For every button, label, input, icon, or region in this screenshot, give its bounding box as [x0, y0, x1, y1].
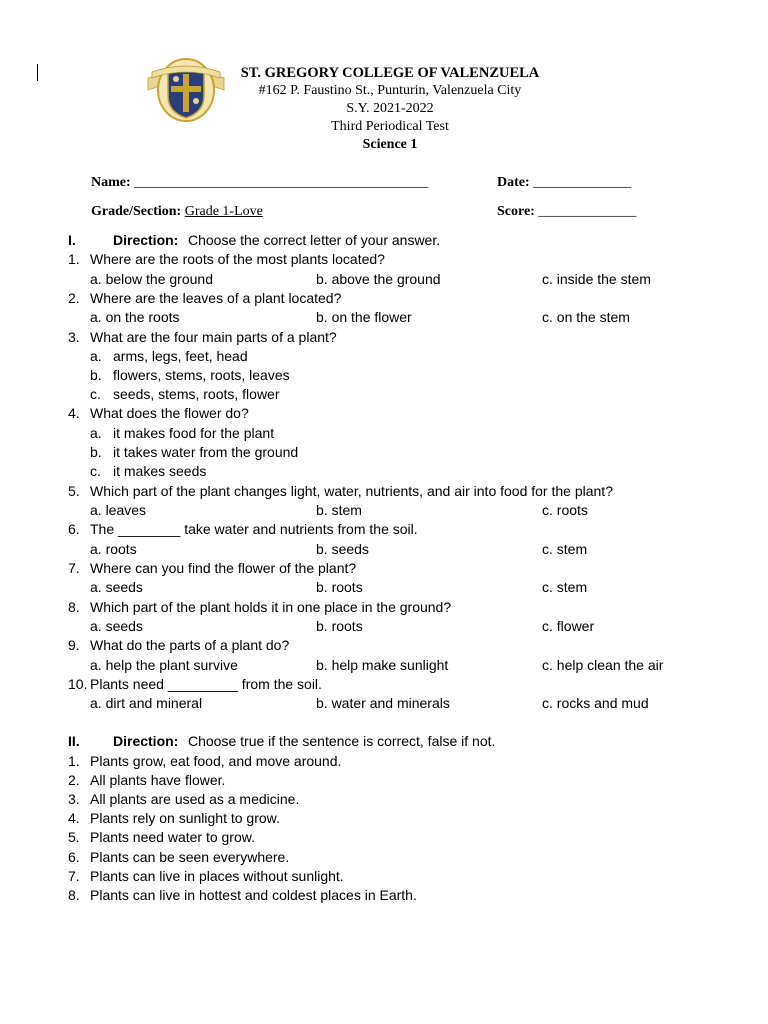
- option-b[interactable]: b. roots: [316, 579, 363, 595]
- question-text: What are the four main parts of a plant?: [90, 329, 337, 345]
- item-number: 6.: [68, 849, 80, 865]
- question-1: [0, 251, 768, 268]
- true-false-item: [0, 772, 768, 789]
- question-7-options: [0, 579, 768, 596]
- grade-section-field: [91, 203, 263, 221]
- question-number: 2.: [68, 290, 80, 306]
- item-text: Plants can live in places without sunlight.: [90, 868, 344, 884]
- grade-section-label: Grade/Section:: [91, 204, 182, 219]
- part2-direction-text: Choose true if the sentence is correct, false if not.: [188, 733, 496, 749]
- option-b[interactable]: b. water and minerals: [316, 695, 450, 711]
- question-2: [0, 290, 768, 307]
- option-a[interactable]: a. dirt and mineral: [90, 695, 203, 711]
- question-text: Which part of the plant changes light, water, nutrients, and air into food for the plant?: [90, 483, 613, 499]
- question-9: [0, 637, 768, 654]
- option-b[interactable]: b. seeds: [316, 541, 369, 557]
- option-b[interactable]: b. above the ground: [316, 271, 441, 287]
- text-cursor: [37, 64, 38, 81]
- date-field: [497, 174, 631, 192]
- question-10-options: [0, 695, 768, 712]
- question-6-options: [0, 541, 768, 558]
- item-text: All plants are used as a medicine.: [90, 791, 300, 807]
- item-number: 2.: [68, 772, 80, 788]
- item-number: 4.: [68, 810, 80, 826]
- option-a[interactable]: a. leaves: [90, 502, 147, 518]
- part2-direction: [0, 733, 768, 750]
- question-number: 4.: [68, 405, 80, 421]
- part2-roman: II.: [68, 733, 80, 749]
- question-text: Where can you find the flower of the plant?: [90, 560, 357, 576]
- part2-direction-label: Direction:: [113, 733, 179, 749]
- question-text: Where are the leaves of a plant located?: [90, 290, 342, 306]
- question-number: 7.: [68, 560, 80, 576]
- item-number: 8.: [68, 887, 80, 903]
- option-b[interactable]: b. stem: [316, 502, 362, 518]
- question-10: [0, 676, 768, 693]
- option-letter: c.: [90, 386, 101, 402]
- true-false-item: [0, 849, 768, 866]
- option-a[interactable]: a. help the plant survive: [90, 657, 238, 673]
- name-label: Name:: [91, 175, 131, 190]
- question-4-option-c[interactable]: [0, 463, 768, 480]
- true-false-item: [0, 829, 768, 846]
- question-8: [0, 599, 768, 616]
- option-a[interactable]: a. roots: [90, 541, 137, 557]
- item-text: Plants grow, eat food, and move around.: [90, 753, 342, 769]
- true-false-item: [0, 791, 768, 808]
- option-letter: a.: [90, 425, 102, 441]
- part1-direction: [0, 232, 768, 249]
- question-3: [0, 329, 768, 346]
- score-label: Score:: [497, 204, 535, 219]
- name-field: [91, 174, 428, 192]
- item-number: 5.: [68, 829, 80, 845]
- question-text: What does the flower do?: [90, 405, 249, 421]
- score-line[interactable]: ______________: [538, 204, 637, 219]
- true-false-item: [0, 868, 768, 885]
- question-text: What do the parts of a plant do?: [90, 637, 290, 653]
- question-text: Where are the roots of the most plants located?: [90, 251, 385, 267]
- question-3-option-a[interactable]: [0, 348, 768, 365]
- question-4-option-a[interactable]: [0, 425, 768, 442]
- option-c[interactable]: c. flower: [542, 618, 595, 634]
- date-line[interactable]: ______________: [533, 175, 632, 190]
- true-false-item: [0, 810, 768, 827]
- question-9-options: [0, 657, 768, 674]
- option-b[interactable]: b. on the flower: [316, 309, 412, 325]
- part1-direction-label: Direction:: [113, 232, 179, 248]
- school-name: ST. GREGORY COLLEGE OF VALENZUELA: [240, 65, 540, 81]
- question-number: 3.: [68, 329, 80, 345]
- option-text: it makes seeds: [113, 463, 207, 479]
- option-c[interactable]: c. help clean the air: [542, 657, 664, 673]
- school-address: #162 P. Faustino St., Punturin, Valenzuela City: [258, 83, 522, 98]
- question-number: 1.: [68, 251, 80, 267]
- part1-direction-text: Choose the correct letter of your answer.: [188, 232, 441, 248]
- option-text: it makes food for the plant: [113, 425, 275, 441]
- option-c[interactable]: c. rocks and mud: [542, 695, 649, 711]
- option-a[interactable]: a. below the ground: [90, 271, 213, 287]
- item-text: All plants have flower.: [90, 772, 226, 788]
- part1-roman: I.: [68, 232, 76, 248]
- question-2-options: [0, 309, 768, 326]
- item-number: 1.: [68, 753, 80, 769]
- question-8-options: [0, 618, 768, 635]
- true-false-item: [0, 887, 768, 904]
- question-3-option-b[interactable]: [0, 367, 768, 384]
- question-5-options: [0, 502, 768, 519]
- test-title: Third Periodical Test: [331, 119, 449, 134]
- item-text: Plants need water to grow.: [90, 829, 255, 845]
- school-year: S.Y. 2021-2022: [346, 101, 434, 116]
- option-a[interactable]: a. seeds: [90, 618, 143, 634]
- question-6: [0, 521, 768, 538]
- option-c[interactable]: c. roots: [542, 502, 588, 518]
- score-field: [497, 203, 636, 221]
- option-letter: b.: [90, 367, 102, 383]
- option-a[interactable]: a. seeds: [90, 579, 143, 595]
- option-letter: c.: [90, 463, 101, 479]
- question-number: 6.: [68, 521, 80, 537]
- option-c[interactable]: c. stem: [542, 579, 588, 595]
- question-number: 9.: [68, 637, 80, 653]
- question-number: 10.: [68, 676, 88, 692]
- item-text: Plants can live in hottest and coldest places in Earth.: [90, 887, 417, 903]
- item-text: Plants rely on sunlight to grow.: [90, 810, 280, 826]
- item-number: 7.: [68, 868, 80, 884]
- question-number: 5.: [68, 483, 80, 499]
- option-b[interactable]: b. help make sunlight: [316, 657, 449, 673]
- question-4: [0, 405, 768, 422]
- option-letter: a.: [90, 348, 102, 364]
- question-4-option-b[interactable]: [0, 444, 768, 461]
- option-text: it takes water from the ground: [113, 444, 299, 460]
- question-7: [0, 560, 768, 577]
- option-c[interactable]: c. stem: [542, 541, 588, 557]
- option-text: arms, legs, feet, head: [113, 348, 248, 364]
- option-text: seeds, stems, roots, flower: [113, 386, 280, 402]
- option-c[interactable]: c. inside the stem: [542, 271, 651, 287]
- option-letter: b.: [90, 444, 102, 460]
- question-number: 8.: [68, 599, 80, 615]
- question-1-options: [0, 271, 768, 288]
- item-number: 3.: [68, 791, 80, 807]
- question-3-option-c[interactable]: [0, 386, 768, 403]
- option-a[interactable]: a. on the roots: [90, 309, 180, 325]
- subject-title: Science 1: [362, 137, 418, 152]
- question-text: Which part of the plant holds it in one place in the ground?: [90, 599, 452, 615]
- date-label: Date:: [497, 175, 530, 190]
- name-line[interactable]: __________________________________________: [134, 175, 429, 190]
- question-text: Plants need _________ from the soil.: [90, 676, 322, 692]
- true-false-item: [0, 753, 768, 770]
- option-c[interactable]: c. on the stem: [542, 309, 630, 325]
- option-b[interactable]: b. roots: [316, 618, 363, 634]
- grade-section-value: Grade 1-Love: [184, 204, 263, 219]
- question-5: [0, 483, 768, 500]
- option-text: flowers, stems, roots, leaves: [113, 367, 290, 383]
- question-text: The ________ take water and nutrients from the soil.: [90, 521, 418, 537]
- item-text: Plants can be seen everywhere.: [90, 849, 290, 865]
